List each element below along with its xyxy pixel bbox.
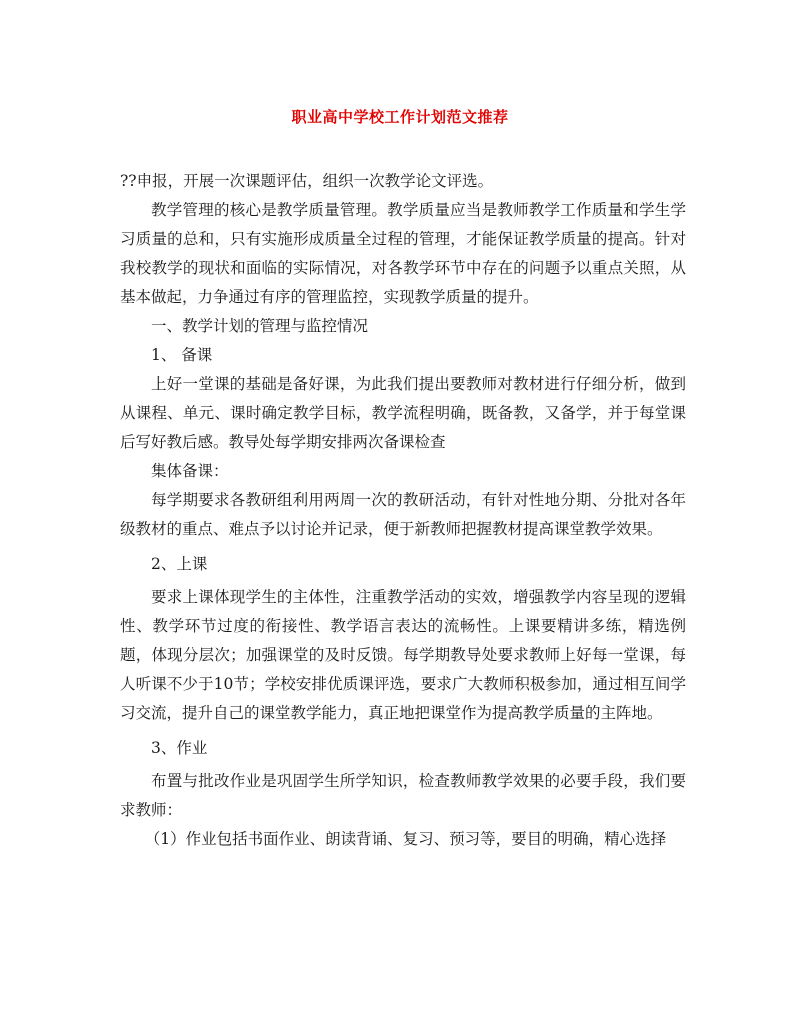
section-heading-plan: 一、教学计划的管理与监控情况 xyxy=(151,317,369,335)
paragraph-collective-prep: 每学期要求各教研组利用两周一次的教研活动，有针对性地分期、分批对各年级教材的重点、难点予以讨论并记录，便于新教师把握教材提高课堂教学效果。 xyxy=(120,491,686,538)
list-item-homework-1: （1）作业包括书面作业、朗读背诵、复习、预习等，要目的明确，精心选择 xyxy=(144,830,667,848)
paragraph-intro: ??申报，开展一次课题评估，组织一次教学论文评选。 xyxy=(120,172,494,190)
document-title: 职业高中学校工作计划范文推荐 xyxy=(291,108,509,126)
paragraph-teaching-management: 教学管理的核心是教学质量管理。教学质量应当是教师教学工作质量和学生学习质量的总和，只有实施形成质量全过程的管理，才能保证教学质量的提高。针对我校教学的现状和面临的实际情况，对各教学环节中存在的问题予以重点关照，从基本做起，力争通过有序的管理监控，实现教学质量的提升。 xyxy=(120,201,686,306)
paragraph-homework: 布置与批改作业是巩固学生所学知识，检查教师教学效果的必要手段，我们要求教师： xyxy=(120,772,686,819)
subheading-homework: 3、作业 xyxy=(151,739,208,757)
paragraph-class: 要求上课体现学生的主体性，注重教学活动的实效，增强教学内容呈现的逻辑性、教学环节过度的衔接性、教学语言表达的流畅性。上课要精讲多练，精选例题，体现分层次；加强课堂的及时反馈。每学期教导处要求教师上好每一堂课，每人听课不少于10节；学校安排优质课评选，要求广大教师积极参加，通过相互间学习交流，提升自己的课堂教学能力，真正地把课堂作为提高教学质量的主阵地。 xyxy=(120,588,686,722)
subheading-lesson-prep: 1、 备课 xyxy=(151,346,213,364)
subheading-collective-prep: 集体备课： xyxy=(151,462,229,480)
paragraph-lesson-prep: 上好一堂课的基础是备好课，为此我们提出要教师对教材进行仔细分析，做到从课程、单元、课时确定教学目标，教学流程明确，既备教，又备学，并于每堂课后写好教后感。教导处每学期安排两次备课检查 xyxy=(120,375,686,451)
document-body xyxy=(120,167,686,854)
subheading-class: 2、上课 xyxy=(151,555,208,573)
